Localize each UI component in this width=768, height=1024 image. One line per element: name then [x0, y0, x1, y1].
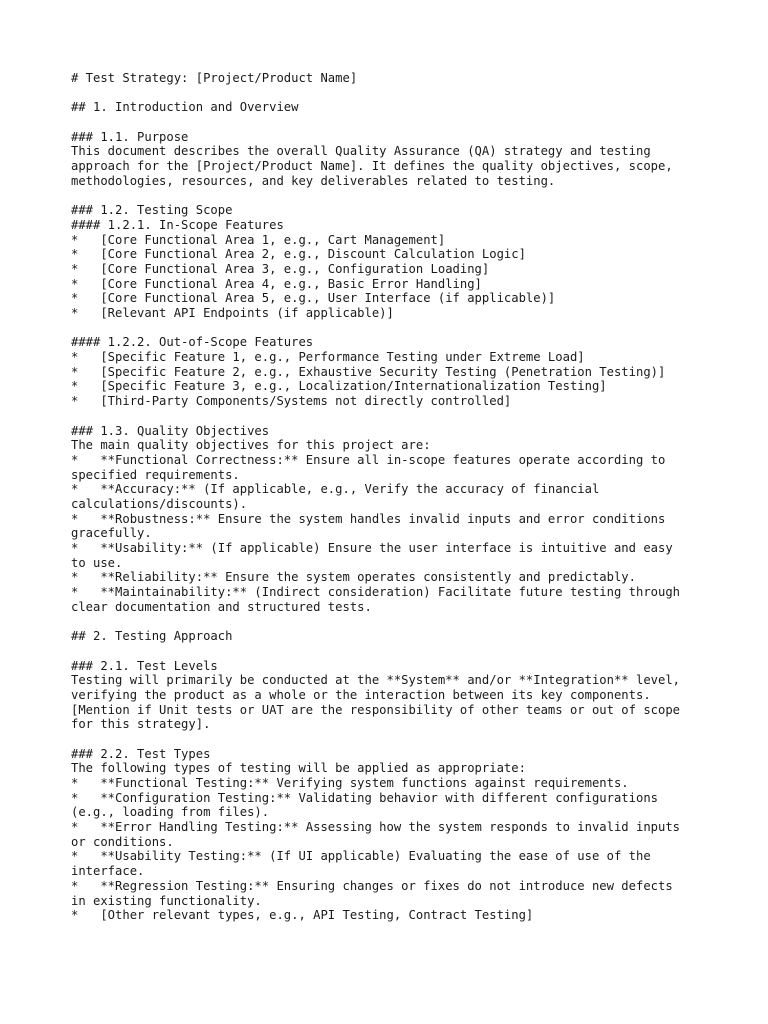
bullet-item: * [Specific Feature 3, e.g., Localization/Internationalization Testing] — [71, 379, 607, 394]
bullet-item: * [Core Functional Area 2, e.g., Discount Calculation Logic] — [71, 247, 526, 262]
blank-line — [71, 86, 711, 101]
text-line: calculations/discounts). — [71, 496, 248, 511]
text-line: methodologies, resources, and key deliverables related to testing. — [71, 173, 556, 188]
bullet-item: * [Core Functional Area 1, e.g., Cart Management] — [71, 232, 446, 247]
text-line: to use. — [71, 555, 123, 570]
bullet-item: * [Specific Feature 1, e.g., Performance Testing under Extreme Load] — [71, 350, 585, 365]
text-line: [Mention if Unit tests or UAT are the responsibility of other teams or out of scope — [71, 702, 681, 717]
bullet-item: * [Core Functional Area 5, e.g., User Interface (if applicable)] — [71, 291, 556, 306]
text-line: This document describes the overall Quality Assurance (QA) strategy and testing — [71, 144, 651, 159]
text-line: specified requirements. — [71, 467, 240, 482]
bullet-item: * **Usability:** (If applicable) Ensure the user interface is intuitive and easy — [71, 541, 673, 555]
blank-line — [71, 614, 711, 629]
blank-line — [71, 321, 711, 336]
section-heading: ## 2. Testing Approach — [71, 629, 233, 644]
text-line: The main quality objectives for this project are: — [71, 438, 431, 453]
bullet-item: * **Configuration Testing:** Validating behavior with different configurations — [71, 790, 658, 805]
bullet-item: * **Functional Testing:** Verifying system functions against requirements. — [71, 776, 629, 790]
text-line: (e.g., loading from files). — [71, 805, 270, 820]
subsubsection-heading: #### 1.2.2. Out-of-Scope Features — [71, 335, 314, 350]
bullet-item: * [Specific Feature 2, e.g., Exhaustive Security Testing (Penetration Testing)] — [71, 364, 666, 379]
text-line: Testing will primarily be conducted at the **System** and/or **Integration** level, — [71, 673, 681, 688]
bullet-item: * **Reliability:** Ensure the system operates consistently and predictably. — [71, 570, 636, 585]
text-line: for this strategy]. — [71, 717, 211, 732]
bullet-item: * **Robustness:** Ensure the system handles invalid inputs and error conditions — [71, 511, 666, 526]
text-line: verifying the product as a whole or the interaction between its key components. — [71, 687, 651, 702]
bullet-item: * **Accuracy:** (If applicable, e.g., Verify the accuracy of financial — [71, 482, 600, 497]
text-line: approach for the [Project/Product Name]. It defines the quality objectives, scope, — [71, 159, 673, 174]
subsubsection-heading: #### 1.2.1. In-Scope Features — [71, 217, 284, 232]
text-line: or conditions. — [71, 834, 174, 849]
subsection-heading: ### 2.1. Test Levels — [71, 658, 218, 673]
bullet-item: * **Usability Testing:** (If UI applicable) Evaluating the ease of use of the — [71, 849, 651, 864]
bullet-item: * [Third-Party Components/Systems not directly controlled] — [71, 394, 512, 409]
bullet-item: * [Core Functional Area 4, e.g., Basic Error Handling] — [71, 276, 482, 291]
bullet-item: * [Core Functional Area 3, e.g., Configuration Loading] — [71, 261, 490, 276]
bullet-item: * **Error Handling Testing:** Assessing how the system responds to invalid inputs — [71, 820, 681, 835]
bullet-item: * **Functional Correctness:** Ensure all in-scope features operate according to — [71, 452, 666, 467]
bullet-item: * [Other relevant types, e.g., API Testing, Contract Testing] — [71, 908, 534, 923]
section-heading: ## 1. Introduction and Overview — [71, 100, 299, 115]
subsection-heading: ### 2.2. Test Types — [71, 746, 211, 761]
subsection-heading: ### 1.3. Quality Objectives — [71, 423, 270, 438]
document-title: # Test Strategy: [Project/Product Name] — [71, 71, 358, 85]
text-line: interface. — [71, 864, 145, 879]
blank-line — [71, 732, 711, 747]
text-line: clear documentation and structured tests. — [71, 599, 372, 614]
document-body — [71, 71, 711, 923]
bullet-item: * **Regression Testing:** Ensuring changes or fixes do not introduce new defects — [71, 878, 673, 893]
text-line: in existing functionality. — [71, 893, 262, 908]
blank-line — [71, 189, 711, 204]
text-line: gracefully. — [71, 526, 152, 541]
text-line: The following types of testing will be applied as appropriate: — [71, 761, 526, 776]
blank-line — [71, 644, 711, 659]
blank-line — [71, 115, 711, 130]
bullet-item: * [Relevant API Endpoints (if applicable)] — [71, 306, 394, 320]
bullet-item: * **Maintainability:** (Indirect consideration) Facilitate future testing through — [71, 585, 681, 600]
blank-line — [71, 409, 711, 424]
subsection-heading: ### 1.1. Purpose — [71, 129, 189, 144]
subsection-heading: ### 1.2. Testing Scope — [71, 203, 233, 218]
